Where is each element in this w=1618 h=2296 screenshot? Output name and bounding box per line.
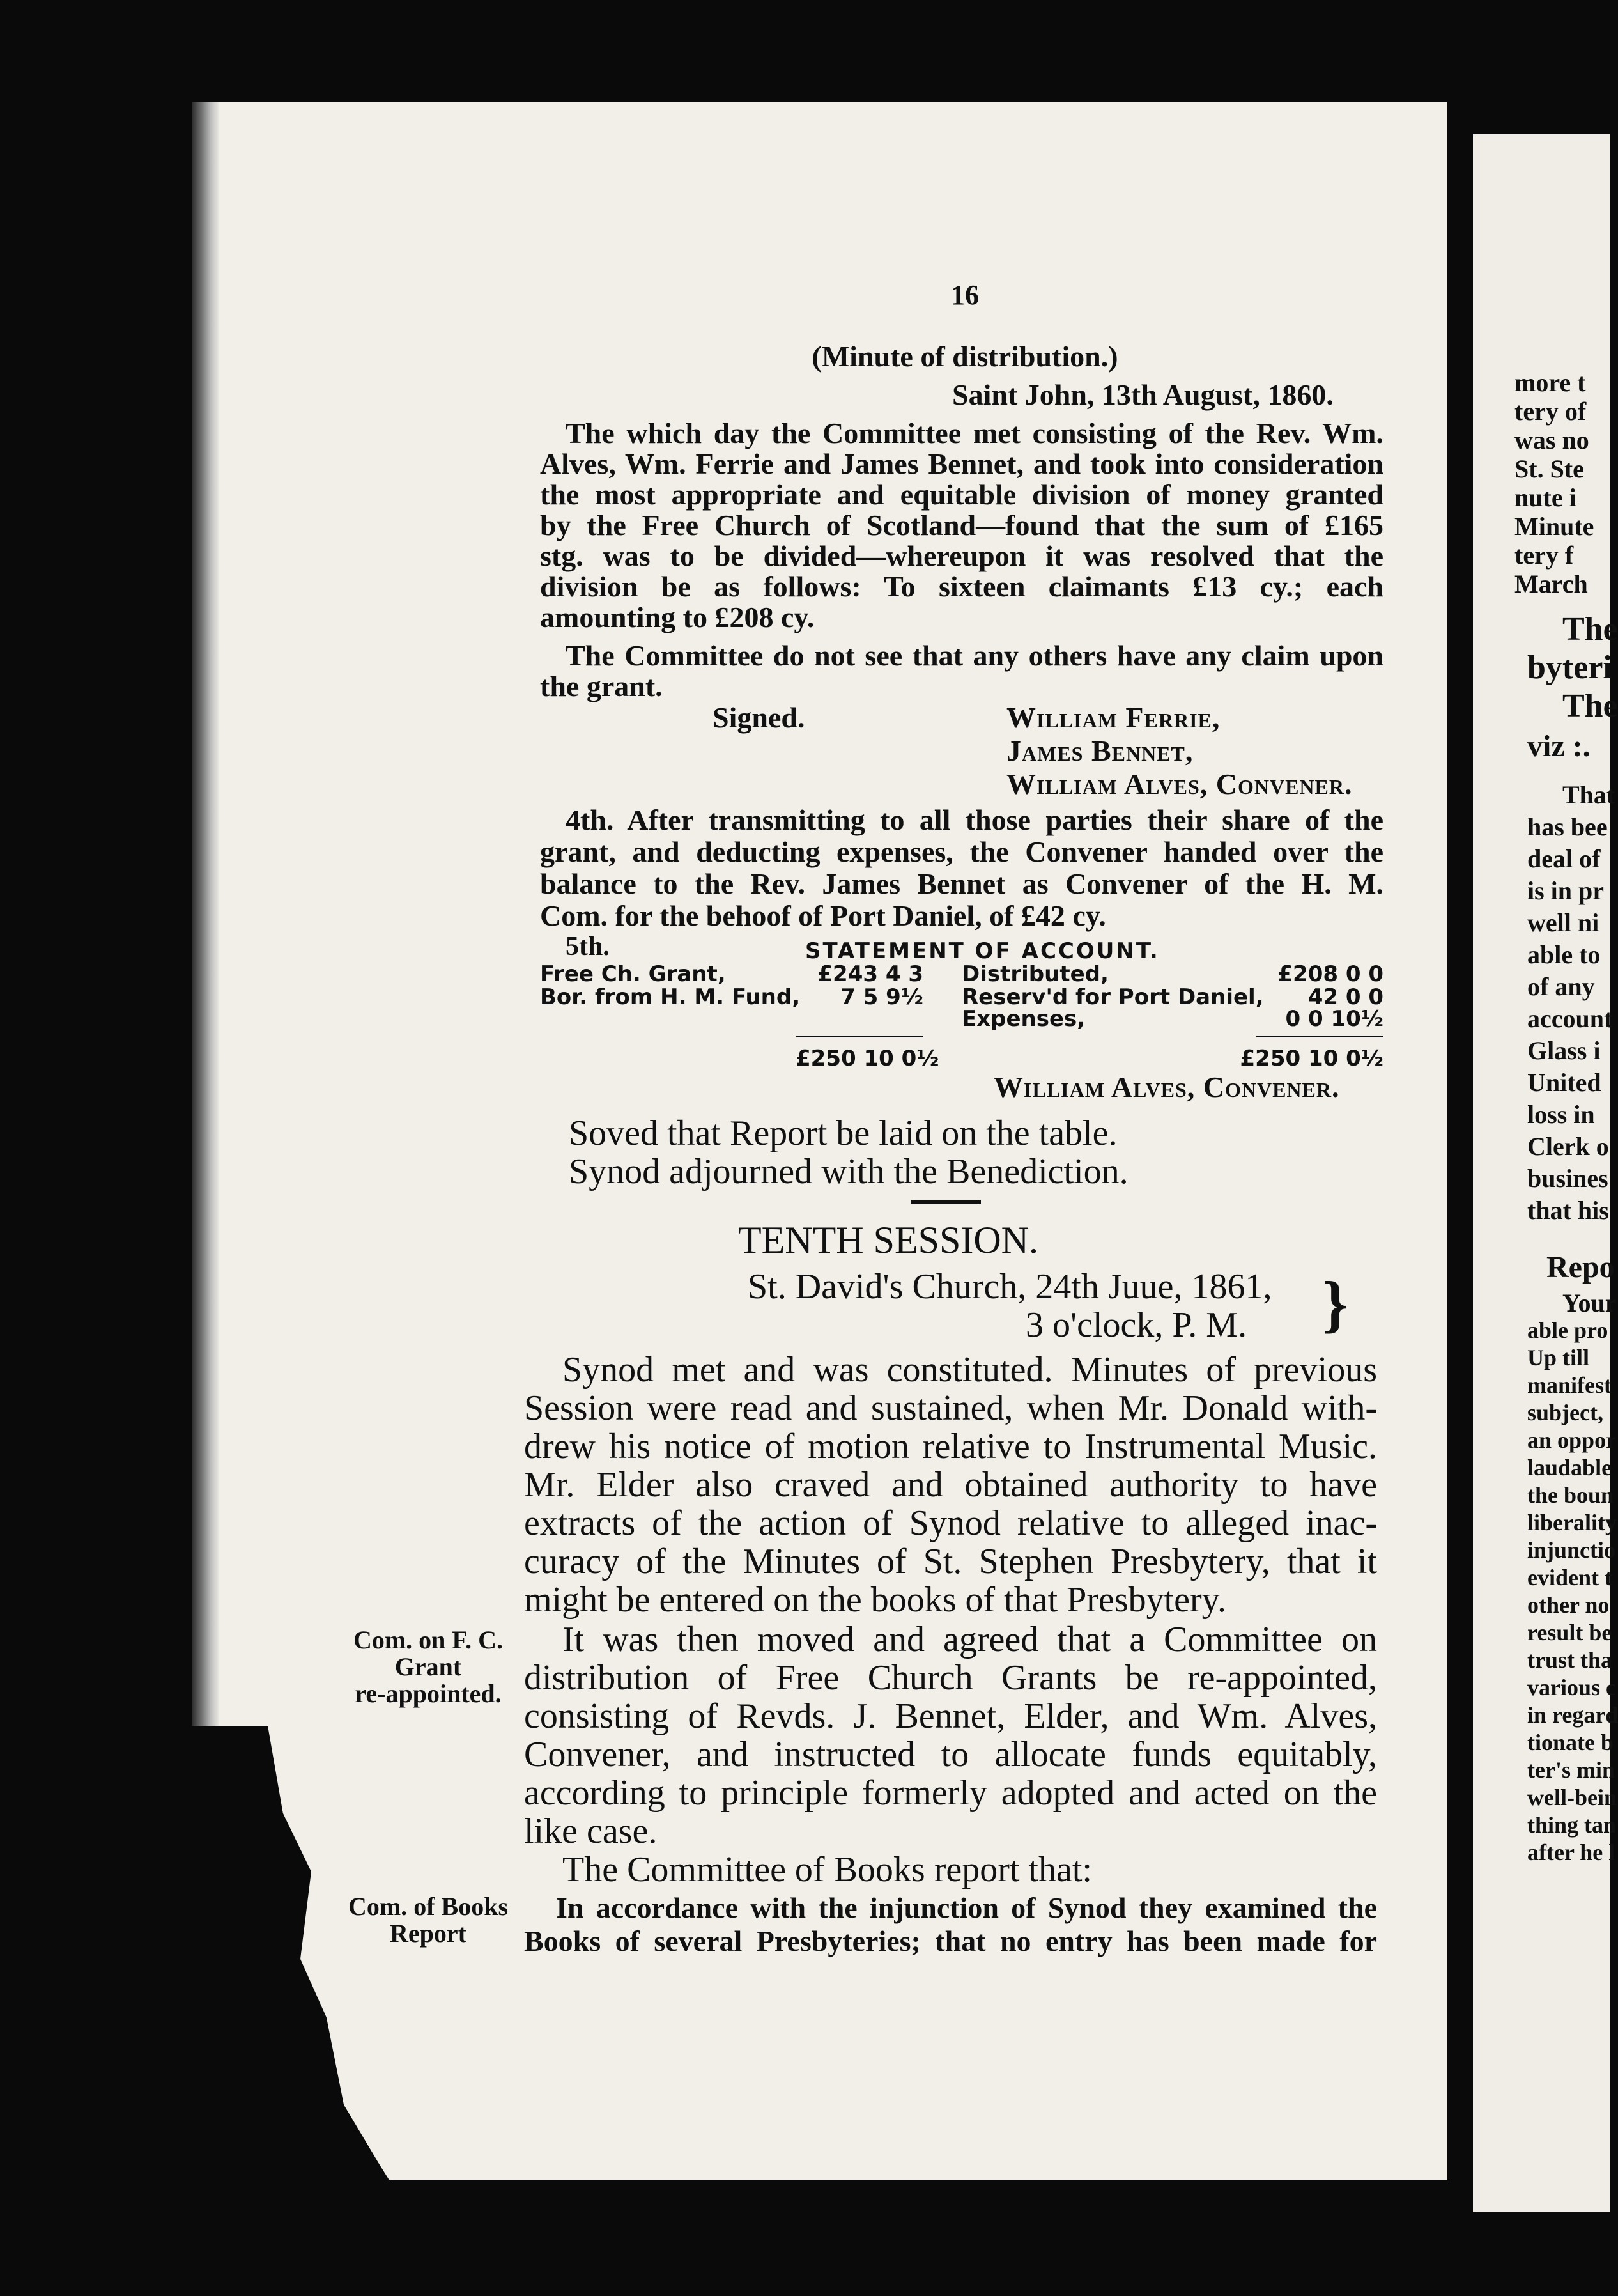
text-line: stg. was to be divided—whereupon it was resolved that the xyxy=(540,539,1383,572)
right-page-line: account xyxy=(1527,1004,1613,1033)
right-page-line: The xyxy=(1562,688,1618,724)
signatory-name: James Bennet, xyxy=(1006,734,1194,767)
text-line: In accordance with the injunction of Synod they examined the xyxy=(556,1891,1377,1924)
account-left-total: £250 10 0½ xyxy=(796,1046,939,1071)
section-divider xyxy=(911,1200,981,1204)
right-page-line: more t xyxy=(1514,368,1586,397)
account-left-label: Free Ch. Grant, xyxy=(540,961,726,987)
account-right-amount: £208 0 0 xyxy=(1277,961,1383,987)
brace-icon: } xyxy=(1323,1268,1348,1339)
margin-note-com-fc xyxy=(332,1627,524,1707)
account-right-amount: 42 0 0 xyxy=(1307,984,1383,1010)
right-page-line: subject, xyxy=(1527,1400,1603,1425)
right-page-line: trust tha xyxy=(1527,1647,1612,1673)
account-left-amount: 7 5 9½ xyxy=(840,984,923,1010)
right-page-line: an oppor xyxy=(1527,1427,1617,1453)
right-page-line: tery f xyxy=(1514,541,1574,570)
account-right-label: Distributed, xyxy=(962,961,1109,987)
right-page-line: busines xyxy=(1527,1164,1608,1193)
text-line: grant, and deducting expenses, the Convener handed over the xyxy=(540,835,1383,868)
books-heading: The Committee of Books report that: xyxy=(562,1850,1092,1889)
right-page-line: The xyxy=(1562,611,1618,648)
right-page-line: in regard xyxy=(1527,1702,1618,1728)
text-line: Synod met and was constituted. Minutes of previous xyxy=(562,1350,1377,1390)
account-right-label: Reserv'd for Port Daniel, xyxy=(962,984,1264,1010)
text-line: It was then moved and agreed that a Committee on xyxy=(562,1620,1377,1659)
text-line: The which day the Committee met consisting of the Rev. Wm. xyxy=(566,417,1383,449)
account-right-total: £250 10 0½ xyxy=(1240,1046,1383,1071)
page-number: 16 xyxy=(951,279,979,311)
text-line: according to principle formerly adopted and acted on the xyxy=(524,1773,1377,1813)
margin-note-line: Report xyxy=(390,1919,466,1948)
right-page-line: has bee xyxy=(1527,812,1608,841)
session-heading: TENTH SESSION. xyxy=(737,1219,1038,1261)
signatory-name: William Alves, Convener. xyxy=(1006,768,1353,800)
right-page-line: Clerk o xyxy=(1527,1132,1609,1161)
account-label: 5th. xyxy=(566,932,610,961)
right-page-line: thing tan xyxy=(1527,1812,1617,1838)
right-page-line: byteri xyxy=(1527,649,1612,686)
text-line: Alves, Wm. Ferrie and James Bennet, and took into consideration xyxy=(540,447,1383,480)
text-line: Mr. Elder also craved and obtained authority to have xyxy=(524,1465,1377,1505)
right-page-line: loss in xyxy=(1527,1100,1595,1129)
text-line: might be entered on the books of that Presbytery. xyxy=(524,1580,1226,1620)
right-page-line: result be xyxy=(1527,1620,1612,1645)
text-line: extracts of the action of Synod relative to alleged inac- xyxy=(524,1503,1377,1543)
text-line: like case. xyxy=(524,1811,658,1851)
right-page-line: various c xyxy=(1527,1675,1616,1700)
right-page-line: other no xyxy=(1527,1592,1610,1618)
text-line: Convener, and instructed to allocate funds equitably, xyxy=(524,1735,1377,1774)
session-place: St. David's Church, 24th Juue, 1861, xyxy=(748,1267,1272,1307)
signatory-name: William Ferrie, xyxy=(1006,701,1221,734)
account-left-label: Bor. from H. M. Fund, xyxy=(540,984,801,1010)
margin-note-line: Com. of Books xyxy=(348,1892,509,1921)
text-line: the grant. xyxy=(540,670,663,702)
account-signature: William Alves, Convener. xyxy=(994,1071,1340,1103)
text-line: balance to the Rev. James Bennet as Convener of the H. M. xyxy=(540,867,1383,900)
resolution-line: Soved that Report be laid on the table. xyxy=(569,1113,1118,1153)
minute-heading: (Minute of distribution.) xyxy=(812,340,1118,373)
text-line: The Committee do not see that any others have any claim upon xyxy=(566,639,1383,672)
margin-note-line: Grant xyxy=(394,1652,462,1681)
account-right-label: Expenses, xyxy=(962,1006,1086,1032)
margin-note-line: Com. on F. C. xyxy=(353,1625,504,1654)
right-page-line: ter's min xyxy=(1527,1757,1615,1783)
account-right-amount: 0 0 10½ xyxy=(1285,1006,1383,1032)
right-page-line: Your xyxy=(1562,1289,1617,1317)
right-page xyxy=(1473,134,1618,2212)
right-page-line: the boun xyxy=(1527,1482,1614,1508)
right-page-line: St. Ste xyxy=(1514,454,1584,483)
text-line: amounting to £208 cy. xyxy=(540,601,815,633)
right-page-line: nute i xyxy=(1514,483,1576,512)
right-page-line: Up till xyxy=(1527,1345,1590,1370)
right-page-line: That xyxy=(1562,780,1615,809)
text-line: Session were read and sustained, when Mr. Donald with- xyxy=(524,1388,1377,1428)
margin-note-com-books xyxy=(332,1893,524,1947)
right-page-line: after he l xyxy=(1527,1840,1615,1865)
right-page-line: that his xyxy=(1527,1196,1609,1225)
session-time: 3 o'clock, P. M. xyxy=(1026,1305,1247,1345)
right-page-line: evident t xyxy=(1527,1565,1612,1590)
margin-note-line: re-appointed. xyxy=(355,1679,502,1708)
right-page-line: is in pr xyxy=(1527,876,1605,905)
right-page-line: was no xyxy=(1514,426,1589,454)
text-line: consisting of Revds. J. Bennet, Elder, and Wm. Alves, xyxy=(524,1696,1377,1736)
right-page-line: well ni xyxy=(1527,908,1599,937)
minute-dateline: Saint John, 13th August, 1860. xyxy=(952,378,1334,411)
right-page-line: viz :. xyxy=(1527,729,1591,763)
text-line: division be as follows: To sixteen claimants £13 cy.; each xyxy=(540,570,1383,603)
right-page-line: injunctio xyxy=(1527,1537,1616,1563)
resolution-line: Synod adjourned with the Benediction. xyxy=(569,1152,1129,1191)
right-page-line: of any xyxy=(1527,972,1595,1001)
text-line: distribution of Free Church Grants be re-appointed, xyxy=(524,1658,1377,1698)
right-page-line: Minute xyxy=(1514,512,1594,541)
right-page-line: Glass i xyxy=(1527,1036,1601,1065)
right-page-line: able to xyxy=(1527,940,1601,969)
right-page-line: March xyxy=(1514,570,1588,598)
right-page-line: tery of xyxy=(1514,397,1587,426)
signed-label: Signed. xyxy=(713,701,805,734)
account-rule xyxy=(796,1036,923,1037)
account-rule xyxy=(1256,1036,1383,1037)
right-page-line: deal of xyxy=(1527,844,1601,873)
right-page-line: able pro xyxy=(1527,1317,1608,1343)
text-line: the most appropriate and equitable division of money granted xyxy=(540,478,1383,511)
right-page-line: Repo xyxy=(1546,1250,1615,1284)
account-title: STATEMENT OF ACCOUNT. xyxy=(805,938,1160,964)
statement-of-account xyxy=(540,933,1383,1112)
text-line: Books of several Presbyteries; that no entry has been made for xyxy=(524,1925,1377,1957)
text-line: Com. for the behoof of Port Daniel, of £42 cy. xyxy=(540,899,1106,932)
text-line: drew his notice of motion relative to Instrumental Music. xyxy=(524,1427,1377,1466)
right-page-line: United xyxy=(1527,1068,1601,1097)
text-line: by the Free Church of Scotland—found that the sum of £165 xyxy=(540,509,1383,541)
right-page-line: liberality xyxy=(1527,1510,1617,1535)
right-page-line: well-bein xyxy=(1527,1785,1617,1810)
right-page-line: manifest xyxy=(1527,1372,1612,1398)
text-line: 4th. After transmitting to all those parties their share of the xyxy=(566,803,1383,836)
right-page-line: tionate b xyxy=(1527,1730,1614,1755)
account-left-amount: £243 4 3 xyxy=(817,961,923,987)
right-page-line: laudable xyxy=(1527,1455,1612,1480)
text-line: curacy of the Minutes of St. Stephen Presbytery, that it xyxy=(524,1542,1377,1581)
